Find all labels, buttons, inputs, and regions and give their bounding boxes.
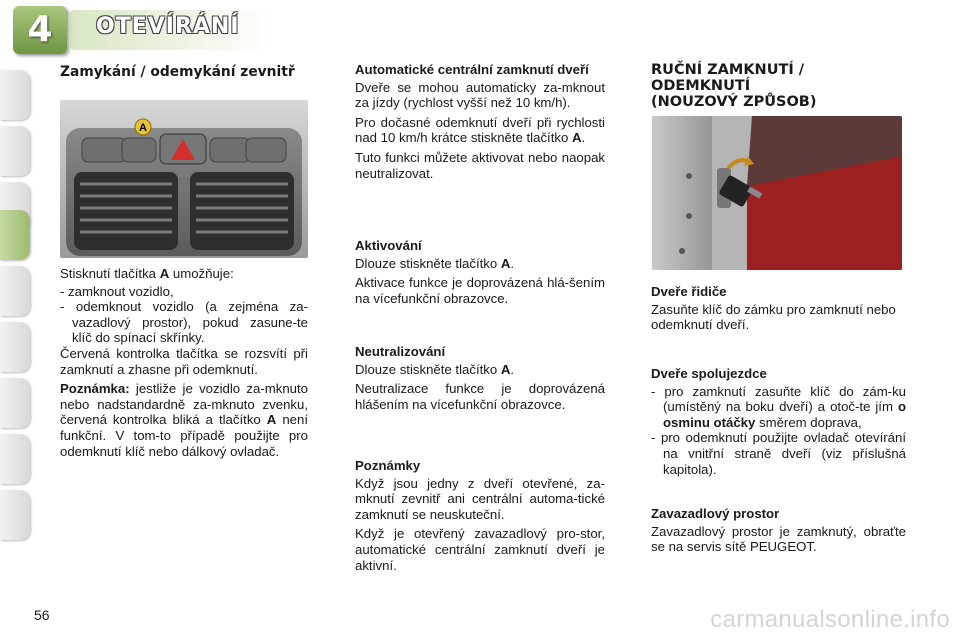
list-item: - pro odemknutí použijte ovladač otevírání na vnitřní straně dveří (viz příslušná kapitola). [651,430,906,477]
chapter-number: 4 [27,9,53,50]
section-heading: (NOUZOVÝ ZPŮSOB) [651,94,817,110]
list-item: - odemknout vozidlo (a zejména za-vazadlový prostor), pokud zasune-te klíč do spínací skřínky. [60,299,308,346]
section-heading: ODEMKNUTÍ [651,78,751,94]
list-item: - pro zamknutí zasuňte klíč do zám-ku (umístěný na boku dveří) a otoč-te jím o osminu otáčky směrem doprava, [651,383,906,430]
chapter-tabs [0,60,36,580]
activation-heading: Aktivování [355,238,422,253]
neutralization-section [355,344,605,416]
section-heading: RUČNÍ ZAMKNUTÍ / [651,62,805,78]
notes-text: Když jsou jedny z dveří otevřené, za-mknutí zevnitř ani centrální automa-tické zamknutí se neuskuteční. [355,475,605,522]
chapter-tab[interactable] [0,434,30,484]
left-column [60,64,310,80]
section-heading: Zamykání / odemykání zevnitř [60,64,295,80]
auto-lock-text: Tuto funkci můžete aktivovat nebo naopak neutralizovat. [355,149,605,181]
boot-heading: Zavazadlový prostor [651,506,780,521]
neutralization-text: Neutralizace funkce je doprovázená hlášením na vícefunkční obrazovce. [355,381,605,412]
dashboard-photo [60,100,308,258]
callout-a: A [139,122,147,134]
page-title: OTEVÍRÁNÍ [96,14,240,39]
watermark: carmanualsonline.info [710,606,950,633]
auto-lock-text: Dveře se mohou automaticky za-mknout za jízdy (rychlost vyšší než 10 km/h). [355,79,605,111]
indicator-text: Červená kontrolka tlačítka se rozsvítí při zamknutí a zhasne při odemknutí. [60,345,308,377]
chapter-tab[interactable] [0,266,30,316]
notes-section [355,458,605,577]
chapter-tab[interactable] [0,378,30,428]
door-lock-photo [652,116,902,270]
page-number: 56 [34,607,50,623]
neutralization-heading: Neutralizování [355,344,446,359]
chapter-tab[interactable] [0,322,30,372]
list-item: - zamknout vozidlo, [60,283,174,299]
passenger-door-heading: Dveře spolujezdce [651,366,767,381]
auto-lock-text: Pro dočasné odemknutí dveří při rychlosti nad 10 km/h krátce stiskněte tlačítko A. [355,114,605,146]
right-column [651,62,906,110]
middle-column [355,62,605,185]
activation-text: Dlouze stiskněte tlačítko A. [355,255,515,271]
chapter-tab[interactable] [0,126,30,176]
driver-door-text: Zasuňte klíč do zámku pro zamknutí nebo odemknutí dveří. [651,301,896,333]
auto-lock-heading: Automatické centrální zamknutí dveří [355,62,589,77]
chapter-tab[interactable] [0,490,30,540]
boot-section [651,506,906,559]
chapter-tab[interactable] [0,70,30,120]
passenger-door-section [651,366,906,477]
boot-text: Zavazadlový prostor je zamknutý, obraťte se na servis sítě PEUGEOT. [651,523,906,555]
intro-text: Stisknutí tlačítka A umožňuje: [60,266,234,281]
notes-text: Když je otevřený zavazadlový pro-stor, automatické centrální zamknutí dveří je aktivní. [355,526,605,573]
chapter-tab-active[interactable] [0,210,30,260]
neutralization-text: Dlouze stiskněte tlačítko A. [355,361,515,377]
activation-section [355,238,605,310]
left-body [60,266,308,463]
notes-heading: Poznámky [355,458,421,473]
activation-text: Aktivace funkce je doprovázená hlá-šením na vícefunkční obrazovce. [355,275,605,306]
driver-door-section [651,284,906,337]
driver-door-heading: Dveře řidiče [651,284,727,299]
note-text: Poznámka: jestliže je vozidlo za-mknuto nebo nadstandardně za-mknuto zvenku, červená kontrolka bliká a tlačítko A není funkční. V tom-to případě použijte pro odemknutí klíč nebo dálkový ovladač. [60,381,308,459]
